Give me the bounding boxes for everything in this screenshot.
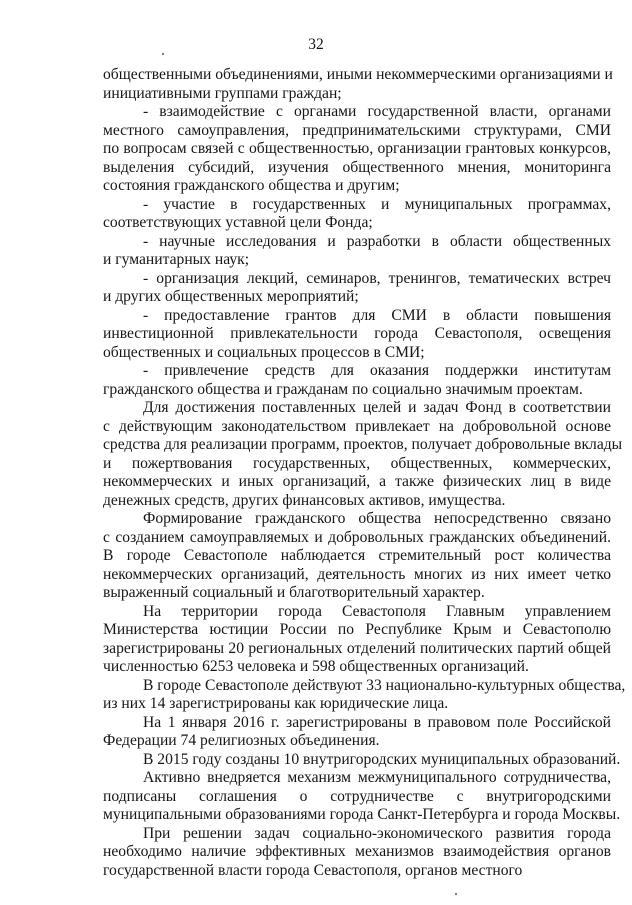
text-line: численностью 6253 человека и 598 общественных организаций. (103, 658, 529, 675)
scan-speck (455, 893, 457, 895)
text-line: Для достижения поставленных целей и задач Фонд в соответствии (143, 399, 611, 416)
text-line: выделения субсидий, изучения общественного мнения, мониторинга (103, 158, 611, 176)
text-line: муниципальными образованиями города Санкт-Петербурга и города Москвы. (103, 806, 621, 823)
paragraph (103, 750, 621, 770)
paragraph (103, 362, 611, 399)
text-line: зарегистрированы 20 региональных отделений политических партий общей (103, 639, 611, 657)
text-line: общественных и социальных процессов в СМИ; (103, 343, 425, 361)
text-line: общественными объединениями, иными некоммерческими организациями и (103, 66, 613, 83)
text-line: и пожертвования государственных, общественных, коммерческих, (103, 454, 611, 472)
paragraph (103, 603, 611, 677)
text-line: выраженный социальный и благотворительный характер. (103, 584, 485, 601)
text-line: с созданием самоуправляемых и добровольных гражданских объединений. (103, 528, 611, 546)
text-line: - привлечение средств для оказания поддержки институтам (143, 362, 611, 379)
text-line: На территории города Севастополя Главным управлением (143, 602, 611, 620)
paragraph (103, 399, 623, 510)
paragraph (103, 769, 621, 825)
text-line: некоммерческих и иных организаций, а также физических лиц в виде (103, 473, 611, 490)
text-line: с действующим законодательством привлекает на добровольной основе (103, 417, 611, 435)
text-line: инвестиционной привлекательности города Севастополя, освещения (103, 325, 611, 342)
text-line: - предоставление грантов для СМИ в области повышения (143, 306, 611, 324)
text-line: - взаимодействие с органами государственной власти, органами (143, 103, 611, 120)
text-line: Активно внедряется механизм межмуниципального сотрудничества, (143, 769, 611, 786)
paragraph (103, 270, 611, 307)
text-line: Формирование гражданского общества непосредственно связано (143, 510, 611, 527)
text-line: необходимо наличие эффективных механизмов взаимодействия органов (103, 843, 611, 860)
text-line: местного самоуправления, предпринимательскими структурами, СМИ (103, 121, 611, 139)
text-line: и других общественных мероприятий; (103, 288, 359, 305)
paragraph (103, 676, 626, 714)
text-line: - научные исследования и разработки в области общественных (143, 232, 611, 250)
text-line: и гуманитарных наук; (103, 251, 250, 268)
paragraph (103, 825, 611, 881)
text-line: денежных средств, других финансовых активов, имущества. (103, 491, 506, 509)
text-line: по вопросам связей с общественностью, организации грантовых конкурсов, (103, 140, 611, 157)
text-line: В городе Севастополе наблюдается стремительный рост количества (103, 547, 611, 564)
text-line: В 2015 году созданы 10 внутригородских муниципальных образований. (143, 750, 621, 768)
text-line: некоммерческих организаций, деятельность многих из них имеет четко (103, 565, 611, 583)
paragraph (103, 307, 611, 363)
document-body (103, 66, 626, 880)
scan-speck (162, 53, 164, 55)
text-line: инициативными группами граждан; (103, 84, 342, 102)
text-line: подписаны соглашения о сотрудничестве с внутригородскими (103, 787, 611, 805)
paragraph (103, 714, 611, 751)
paragraph (103, 103, 611, 196)
text-line: средства для реализации программ, проектов, получает добровольные вклады (103, 436, 623, 453)
paragraph (103, 196, 611, 233)
text-line: из них 14 зарегистрированы как юридические лица. (103, 695, 449, 712)
text-line: В городе Севастополе действуют 33 национально-культурных общества, (143, 676, 626, 694)
text-line: На 1 января 2016 г. зарегистрированы в правовом поле Российской (143, 713, 611, 731)
page-number: 32 (308, 36, 324, 53)
text-line: гражданского общества и гражданам по социально значимым проектам. (103, 380, 583, 398)
text-line: государственной власти города Севастополя, органов местного (103, 861, 523, 879)
text-line: состояния гражданского общества и другим; (103, 177, 400, 194)
paragraph (103, 510, 611, 603)
text-line: Министерства юстиции России по Республике Крым и Севастополю (103, 621, 611, 638)
paragraph (103, 66, 611, 103)
text-line: - организация лекций, семинаров, тренингов, тематических встреч (143, 269, 611, 287)
text-line: - участие в государственных и муниципальных программах, (143, 195, 611, 213)
text-line: При решении задач социально-экономического развития города (143, 824, 611, 842)
text-line: соответствующих уставной цели Фонда; (103, 214, 373, 231)
paragraph (103, 233, 611, 270)
text-line: Федерации 74 религиозных объединения. (103, 732, 380, 749)
